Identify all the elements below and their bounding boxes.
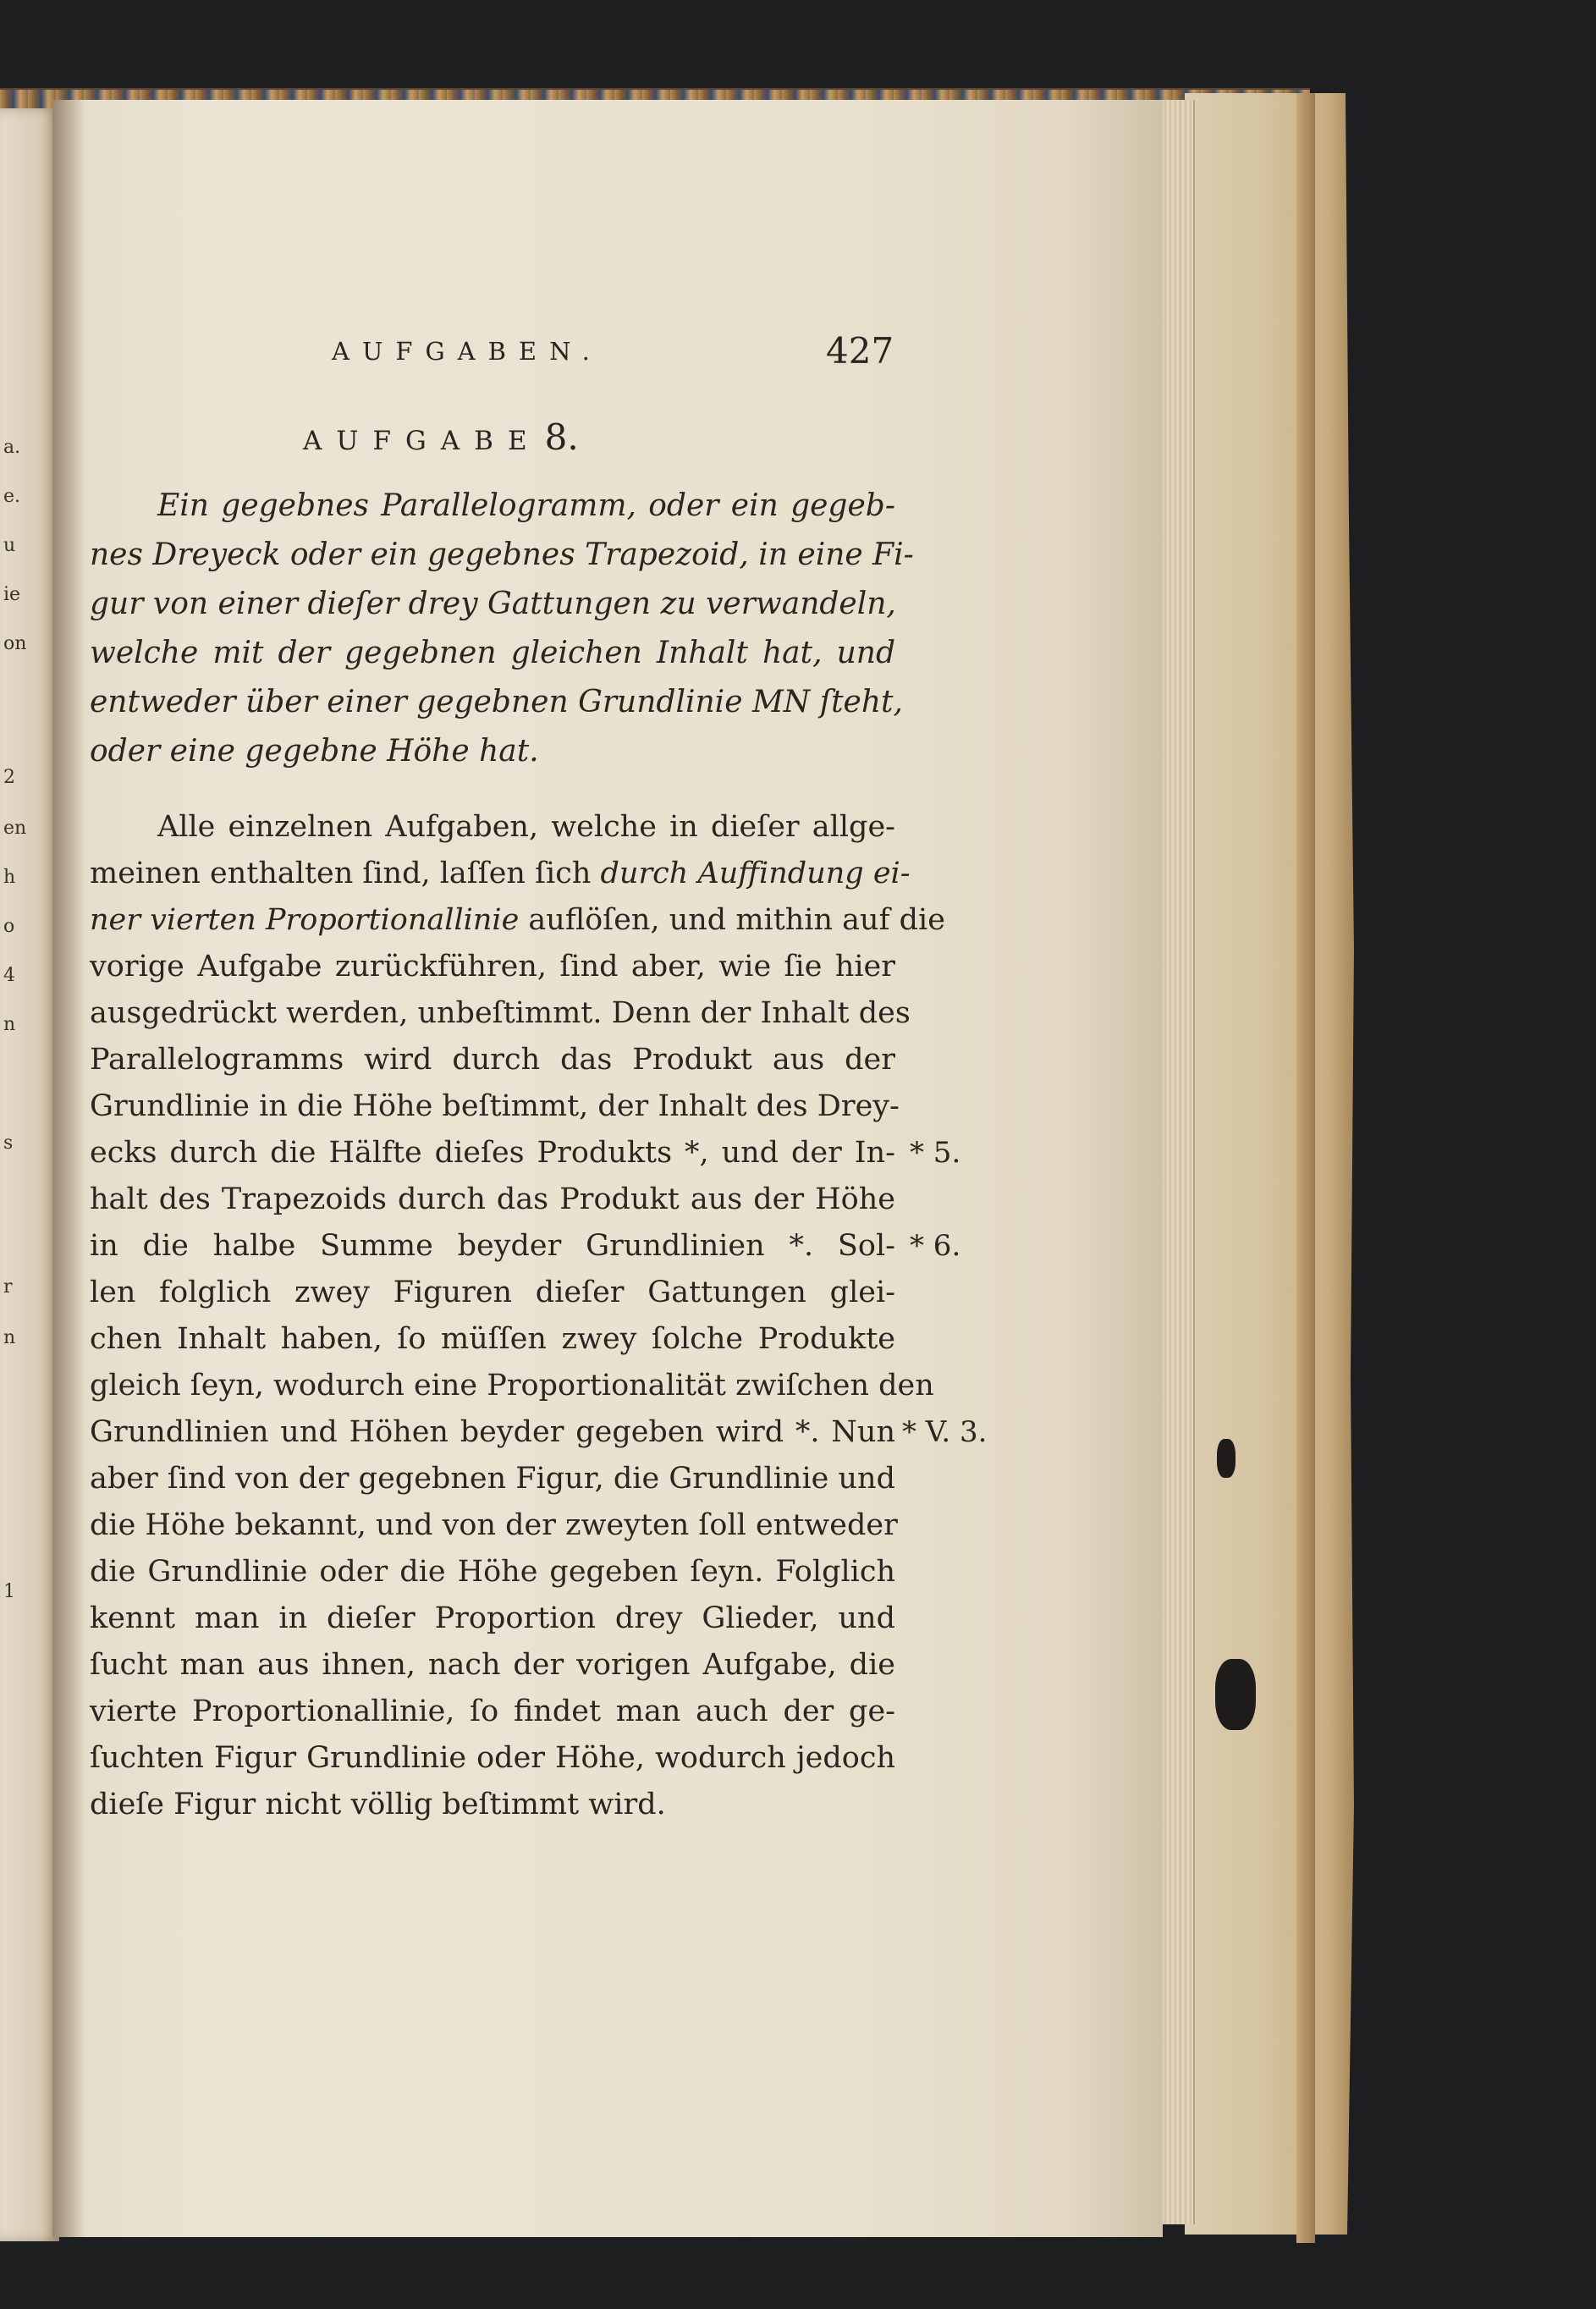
body-emphasis: ner vierten Proportionallinie: [90, 903, 520, 937]
left-page-fragment: e.: [3, 486, 21, 507]
left-page-fragment: en: [3, 818, 27, 839]
left-page-fragment: r: [3, 1276, 13, 1298]
section-title-word: AUFGABE: [303, 426, 542, 456]
body-line-text: meinen enthalten ſind, laſſen ſich: [90, 857, 601, 890]
theorem-line: welche mit der gegebnen gleichen Inhalt hat, und: [90, 636, 895, 670]
theorem-line: gur von einer dieſer drey Gattungen zu verwandeln,: [90, 587, 896, 621]
body-line: vorige Aufgabe zurückführen, ſind aber, wie ſie hier: [90, 950, 895, 984]
section-number: 8.: [544, 416, 579, 458]
body-line: gleich ſeyn, wodurch eine Proportionalität zwiſchen den: [90, 1369, 934, 1402]
body-line: ſucht man aus ihnen, nach der vorigen Aufgabe, die: [90, 1648, 895, 1682]
left-page-fragment: 4: [3, 965, 15, 986]
body-line: Alle einzelnen Aufgaben, welche in dieſer allge-: [157, 810, 895, 844]
body-line: ecks durch die Hälfte dieſes Produkts *, und der In-: [90, 1136, 895, 1170]
paper-damage: [1215, 1659, 1256, 1730]
book-fore-edge: [1185, 93, 1354, 2235]
body-line: die Höhe bekannt, und von der zweyten ſoll entweder: [90, 1508, 898, 1542]
theorem-line: entweder über einer gegebnen Grundlinie MN ſteht,: [90, 685, 903, 719]
previous-page-edge: [0, 108, 59, 2241]
left-page-fragment: 2: [3, 767, 15, 788]
body-line: [90, 857, 911, 890]
body-line: ausgedrückt werden, unbeſtimmt. Denn der Inhalt des: [90, 996, 911, 1030]
body-line: ſuchten Figur Grundlinie oder Höhe, wodurch jedoch: [90, 1741, 895, 1775]
body-line-text: auflöſen, und mithin auf die: [519, 903, 945, 937]
left-page-fragment: n: [3, 1014, 16, 1035]
page-number: 427: [826, 330, 894, 372]
left-page-fragment: on: [3, 633, 27, 654]
left-page-fragment: n: [3, 1327, 16, 1348]
body-line: kennt man in dieſer Proportion drey Glieder, und: [90, 1601, 895, 1635]
body-emphasis: durch Auffindung ei-: [600, 857, 911, 890]
left-page-fragment: s: [3, 1132, 14, 1154]
theorem-line: Ein gegebnes Parallelogramm, oder ein gegeb-: [157, 488, 895, 523]
left-page-fragment: a.: [3, 437, 21, 458]
body-line: Grundlinie in die Höhe beſtimmt, der Inhalt des Drey-: [90, 1089, 900, 1123]
body-line: Parallelogramms wird durch das Produkt aus der: [90, 1043, 895, 1077]
margin-reference: * V. 3.: [902, 1415, 988, 1449]
left-page-fragment: h: [3, 867, 16, 888]
body-line: len folglich zwey Figuren dieſer Gattungen glei-: [90, 1276, 895, 1309]
body-line: vierte Proportionallinie, ſo findet man auch der ge-: [90, 1695, 895, 1728]
left-page-fragment: ie: [3, 584, 21, 605]
left-page-fragment: 1: [3, 1581, 15, 1602]
left-page-fragment: o: [3, 916, 15, 937]
margin-reference: * 6.: [910, 1229, 961, 1263]
section-title: [303, 416, 579, 458]
book-cover-edge: [1296, 93, 1315, 2243]
gutter-shadow: [52, 100, 86, 2237]
body-line: aber ſind von der gegebnen Figur, die Grundlinie und: [90, 1462, 895, 1496]
paper-damage: [1217, 1439, 1236, 1478]
body-line: in die halbe Summe beyder Grundlinien *. Sol-: [90, 1229, 895, 1263]
theorem-line: oder eine gegebne Höhe hat.: [90, 734, 539, 769]
margin-reference: * 5.: [910, 1136, 961, 1170]
body-line: die Grundlinie oder die Höhe gegeben ſeyn. Folglich: [90, 1555, 895, 1589]
body-line: halt des Trapezoids durch das Produkt aus der Höhe: [90, 1182, 895, 1216]
running-head: AUFGABEN.: [332, 337, 603, 366]
body-line: dieſe Figur nicht völlig beſtimmt wird.: [90, 1788, 666, 1821]
body-line: Grundlinien und Höhen beyder gegeben wird *. Nun: [90, 1415, 895, 1449]
body-line: [90, 903, 945, 937]
body-line: chen Inhalt haben, ſo müſſen zwey ſolche Produkte: [90, 1322, 895, 1356]
left-page-fragment: u: [3, 535, 16, 556]
theorem-line: nes Dreyeck oder ein gegebnes Trapezoid, in eine Fi-: [90, 537, 914, 572]
